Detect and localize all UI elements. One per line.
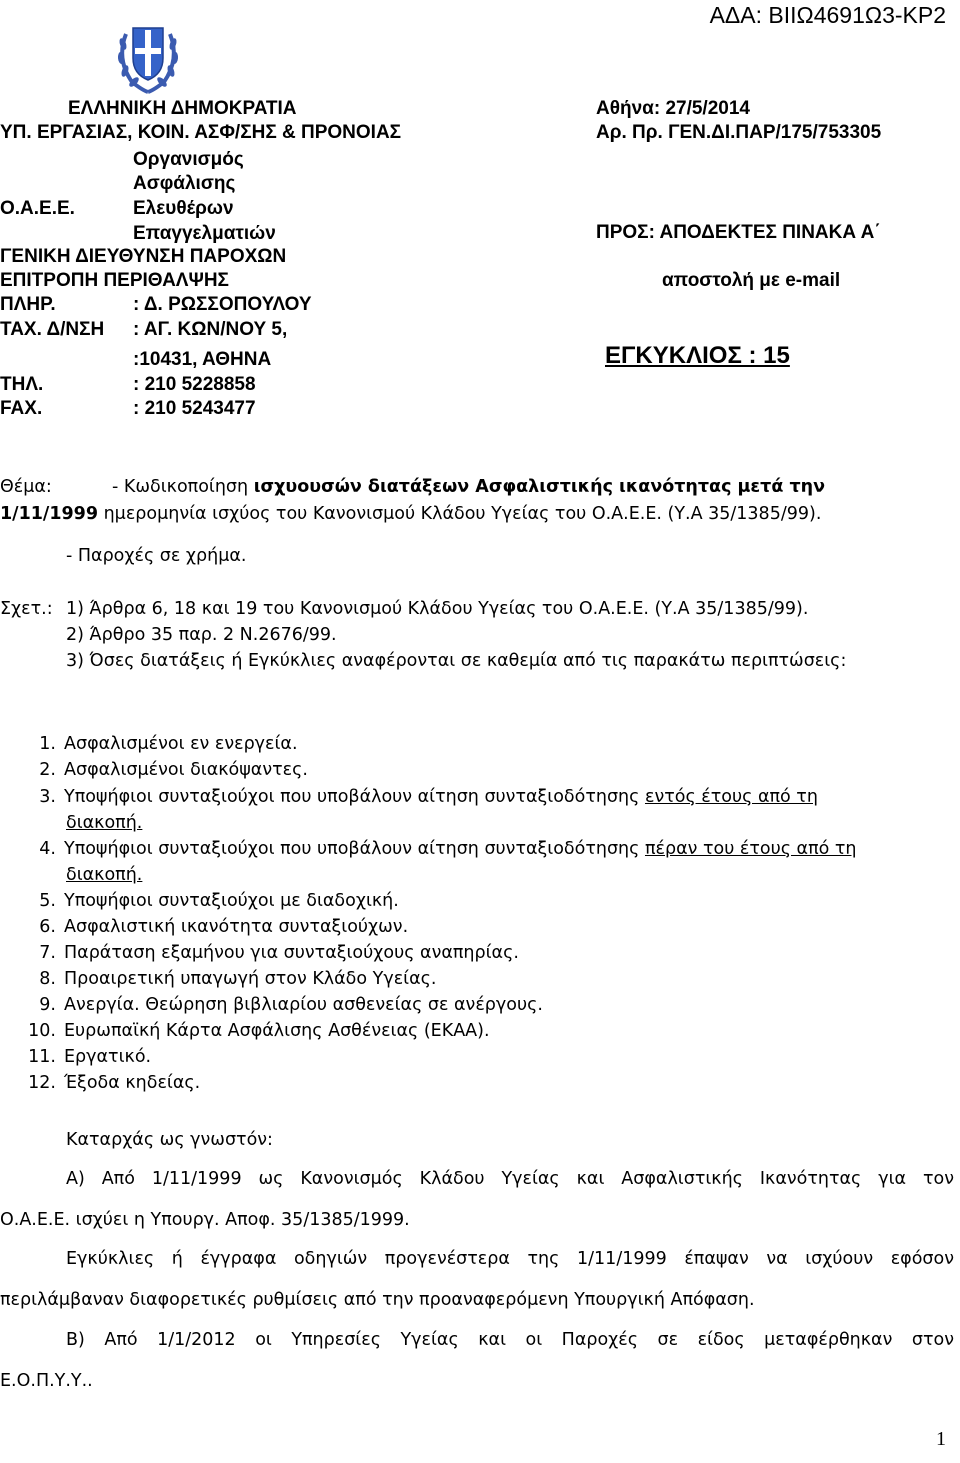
paragraph-c-line-2: περιλάμβαναν διαφορετικές ρυθμίσεις από την προαναφερόμενη Υπουργική Απόφαση. (0, 1290, 755, 1310)
fax-label: FAX. (0, 398, 43, 419)
list-text-underlined: εντός έτους από τη (644, 787, 818, 807)
related-item-3: 3) Όσες διατάξεις ή Εγκύκλιες αναφέρονται σε καθεμία από τις παρακάτω περιπτώσεις: (66, 651, 847, 671)
related-label: Σχετ.: (0, 599, 53, 619)
subject-line-3: - Παροχές σε χρήμα. (66, 546, 247, 566)
paragraph-a-line-2: Ο.Α.Ε.Ε. ισχύει η Υπουργ. Αποφ. 35/1385/1999. (0, 1210, 410, 1230)
list-text: Υποψήφιοι συνταξιούχοι που υποβάλουν αίτηση συνταξιοδότησης (64, 839, 645, 859)
list-number: 3. (39, 787, 56, 807)
address-label: ΤΑΧ. Δ/ΝΣΗ (0, 319, 105, 340)
list-text: Ασφαλισμένοι διακόψαντες. (64, 760, 308, 780)
subject-line-1-start: - Κωδικοποίηση (112, 477, 249, 497)
subject-date: 1/11/1999 (0, 504, 99, 524)
header-org-line-3: Ελευθέρων (133, 198, 234, 219)
list-text: Παράταση εξαμήνου για συνταξιούχους αναπηρίας. (64, 943, 519, 963)
list-number: 6. (39, 917, 56, 937)
info-label: ΠΛΗΡ. (0, 294, 56, 315)
page-number: 1 (936, 1428, 946, 1450)
list-number: 7. (39, 943, 56, 963)
list-number: 4. (39, 839, 56, 859)
list-item-continuation: διακοπή. (66, 813, 143, 833)
doc-date: Αθήνα: 27/5/2014 (596, 98, 750, 119)
ada-code: ΑΔΑ: ΒΙΙΩ4691Ω3-ΚΡ2 (709, 2, 946, 28)
doc-delivery: αποστολή με e-mail (662, 270, 841, 291)
list-text: Υποψήφιοι συνταξιούχοι που υποβάλουν αίτηση συνταξιοδότησης (64, 787, 645, 807)
doc-recipients: ΠΡΟΣ: ΑΠΟΔΕΚΤΕΣ ΠΙΝΑΚΑ Α΄ (596, 222, 881, 243)
list-item (22, 940, 519, 966)
list-text: Ασφαλισμένοι εν ενεργεία. (64, 734, 298, 754)
list-text: Υποψήφιοι συνταξιούχοι με διαδοχική. (64, 891, 399, 911)
list-item (22, 1018, 490, 1044)
list-text: Ανεργία. Θεώρηση βιβλιαρίου ασθενείας σε ανέργους. (64, 995, 543, 1015)
header-org-line-4: Επαγγελματιών (133, 223, 276, 244)
list-item-continuation: διακοπή. (66, 865, 143, 885)
list-text: Ασφαλιστική ικανότητα συνταξιούχων. (64, 917, 409, 937)
related-item-1: 1) Άρθρα 6, 18 και 19 του Κανονισμού Κλάδου Υγείας του Ο.Α.Ε.Ε. (Υ.Α 35/1385/99). (66, 599, 809, 619)
subject-line-1-bold: ισχυουσών διατάξεων Ασφαλιστικής ικανότητας μετά την (253, 477, 825, 497)
paragraph-b-line-2: Ε.Ο.Π.Υ.Υ.. (0, 1371, 93, 1391)
header-ministry: ΥΠ. ΕΡΓΑΣΙΑΣ, ΚΟΙΝ. ΑΣΦ/ΣΗΣ & ΠΡΟΝΟΙΑΣ (0, 122, 402, 143)
list-text: Ευρωπαϊκή Κάρτα Ασφάλισης Ασθένειας (ΕΚΑΑ). (64, 1021, 490, 1041)
greek-emblem-icon (112, 14, 184, 94)
header-country: ΕΛΛΗΝΙΚΗ ΔΗΜΟΚΡΑΤΙΑ (68, 98, 297, 119)
address-value: : ΑΓ. ΚΩΝ/ΝΟΥ 5, (133, 319, 288, 340)
related-item-2: 2) Άρθρο 35 παρ. 2 Ν.2676/99. (66, 625, 337, 645)
list-item (22, 731, 298, 757)
header-org-line-1: Οργανισμός (133, 149, 244, 170)
header-org-acronym: Ο.Α.Ε.Ε. (0, 198, 75, 219)
list-text-underlined: πέραν του έτους από τη (644, 839, 857, 859)
intro-text: Καταρχάς ως γνωστόν: (66, 1130, 273, 1150)
paragraph-c-line-1: Εγκύκλιες ή έγγραφα οδηγιών προγενέστερα της 1/11/1999 έπαψαν να ισχύουν εφόσον (66, 1249, 954, 1269)
list-number: 8. (39, 969, 56, 989)
header-directorate: ΓΕΝΙΚΗ ΔΙΕΥΘΥΝΣΗ ΠΑΡΟΧΩΝ (0, 246, 287, 267)
list-item (22, 888, 399, 914)
list-item (22, 1044, 151, 1070)
list-item (22, 836, 857, 862)
header-org-line-2: Ασφάλισης (133, 173, 236, 194)
list-text: Προαιρετική υπαγωγή στον Κλάδο Υγείας. (64, 969, 437, 989)
paragraph-b-line-1: Β) Από 1/1/2012 οι Υπηρεσίες Υγείας και οι Παροχές σε είδος μεταφέρθηκαν στον (66, 1330, 954, 1350)
list-number: 9. (39, 995, 56, 1015)
list-number: 1. (39, 734, 56, 754)
list-item (22, 992, 543, 1018)
subject-line-2-rest: ημερομηνία ισχύος του Κανονισμού Κλάδου Υγείας του Ο.Α.Ε.Ε. (Υ.Α 35/1385/99). (98, 504, 822, 524)
list-text: Εργατικό. (64, 1047, 152, 1067)
list-number: 2. (39, 760, 56, 780)
list-item (22, 757, 308, 783)
address-postcode: :10431, ΑΘΗΝΑ (133, 349, 272, 370)
subject-line-2 (0, 501, 821, 527)
list-number: 12. (28, 1073, 56, 1093)
doc-reference: Αρ. Πρ. ΓΕΝ.ΔΙ.ΠΑΡ/175/753305 (596, 122, 882, 143)
list-number: 5. (39, 891, 56, 911)
list-item (22, 1070, 200, 1096)
subject-line-1 (112, 474, 825, 500)
list-item (22, 914, 408, 940)
tel-label: ΤΗΛ. (0, 374, 44, 395)
list-item (22, 784, 818, 810)
tel-value: : 210 5228858 (133, 374, 256, 395)
info-value: : Δ. ΡΩΣΣΟΠΟΥΛΟΥ (133, 294, 312, 315)
list-number: 10. (28, 1021, 56, 1041)
list-item (22, 966, 436, 992)
paragraph-a-line-1: Α) Από 1/11/1999 ως Κανονισμός Κλάδου Υγείας και Ασφαλιστικής Ικανότητας για τον (66, 1169, 954, 1189)
subject-label: Θέμα: (0, 477, 52, 497)
fax-value: : 210 5243477 (133, 398, 256, 419)
list-number: 11. (28, 1047, 56, 1067)
list-text: Έξοδα κηδείας. (64, 1073, 201, 1093)
circular-number: ΕΓΚΥΚΛΙΟΣ : 15 (605, 342, 790, 369)
header-committee: ΕΠΙΤΡΟΠΗ ΠΕΡΙΘΑΛΨΗΣ (0, 270, 229, 291)
